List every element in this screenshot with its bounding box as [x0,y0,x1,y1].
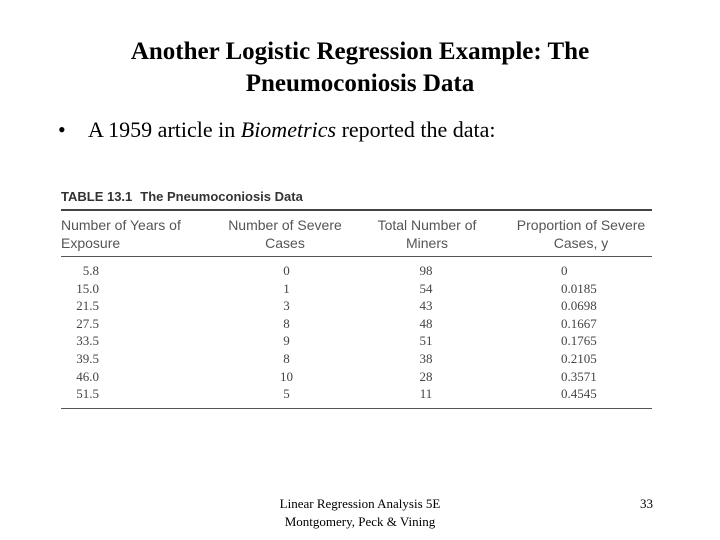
cell-severe-cases: 1 [283,280,290,296]
table-row [61,385,652,403]
table-top-rule [61,209,652,211]
cell-exposure: 51.5 [76,386,99,402]
cell-proportion: 0.0185 [561,280,597,296]
cell-total-miners: 43 [419,298,433,314]
journal-name: Biometrics [240,117,337,142]
column-header-total-miners: Total Number of Miners [377,217,477,251]
cell-severe-cases: 5 [283,386,290,402]
cell-severe-cases: 0 [283,263,290,278]
cell-total-miners: 54 [419,280,433,296]
cell-total-miners: 38 [419,350,433,366]
table-row [61,332,652,350]
cell-exposure: 5.8 [82,263,99,278]
cell-proportion: 0.1765 [561,333,597,349]
cell-exposure: 33.5 [76,333,99,349]
bullet-text-suffix: reported the data: [336,117,496,142]
column-header-severe-cases: Number of Severe Cases [228,217,342,251]
table-row [61,262,652,280]
cell-severe-cases: 10 [280,368,293,384]
bullet-text-prefix: A 1959 article in [88,117,241,142]
table-row [61,280,652,298]
cell-severe-cases: 9 [283,333,290,349]
table-row [61,368,652,386]
cell-proportion: 0.4545 [561,386,597,402]
cell-proportion: 0.1667 [561,315,597,331]
table-row [61,315,652,333]
cell-total-miners: 28 [419,368,433,384]
cell-severe-cases: 8 [283,350,290,366]
cell-exposure: 39.5 [76,350,99,366]
cell-severe-cases: 8 [283,315,290,331]
cell-total-miners: 51 [419,333,433,349]
cell-severe-cases: 3 [283,298,290,314]
cell-proportion: 0.0698 [561,298,597,314]
table-header-rule [61,256,652,257]
cell-proportion: 0 [561,263,568,278]
table-caption [61,189,303,204]
table-label: TABLE 13.1 [61,189,133,204]
cell-exposure: 15.0 [76,280,99,296]
table-body [61,262,652,403]
cell-proportion: 0.3571 [561,368,597,384]
cell-proportion: 0.2105 [561,350,597,366]
cell-exposure: 27.5 [76,315,99,331]
column-header-proportion: Proportion of Severe Cases, y [516,217,646,251]
page-number: 33 [640,496,653,511]
table-title: The Pneumoconiosis Data [140,189,303,204]
table-row [61,297,652,315]
footer-authors: Montgomery, Peck & Vining [284,514,436,529]
footer-book-title: Linear Regression Analysis 5E [279,496,441,511]
bullet-marker: • [58,117,66,142]
table-row [61,350,652,368]
bullet-point [58,116,496,144]
cell-total-miners: 11 [419,386,433,402]
cell-total-miners: 48 [419,315,433,331]
slide-footer [250,495,470,531]
column-header-exposure: Number of Years of Exposure [61,217,181,251]
cell-exposure: 21.5 [76,298,99,314]
cell-exposure: 46.0 [76,368,99,384]
slide-title: Another Logistic Regression Example: The Pneumoconiosis Data [130,38,590,97]
cell-total-miners: 98 [419,263,433,278]
table-bottom-rule [61,408,652,409]
